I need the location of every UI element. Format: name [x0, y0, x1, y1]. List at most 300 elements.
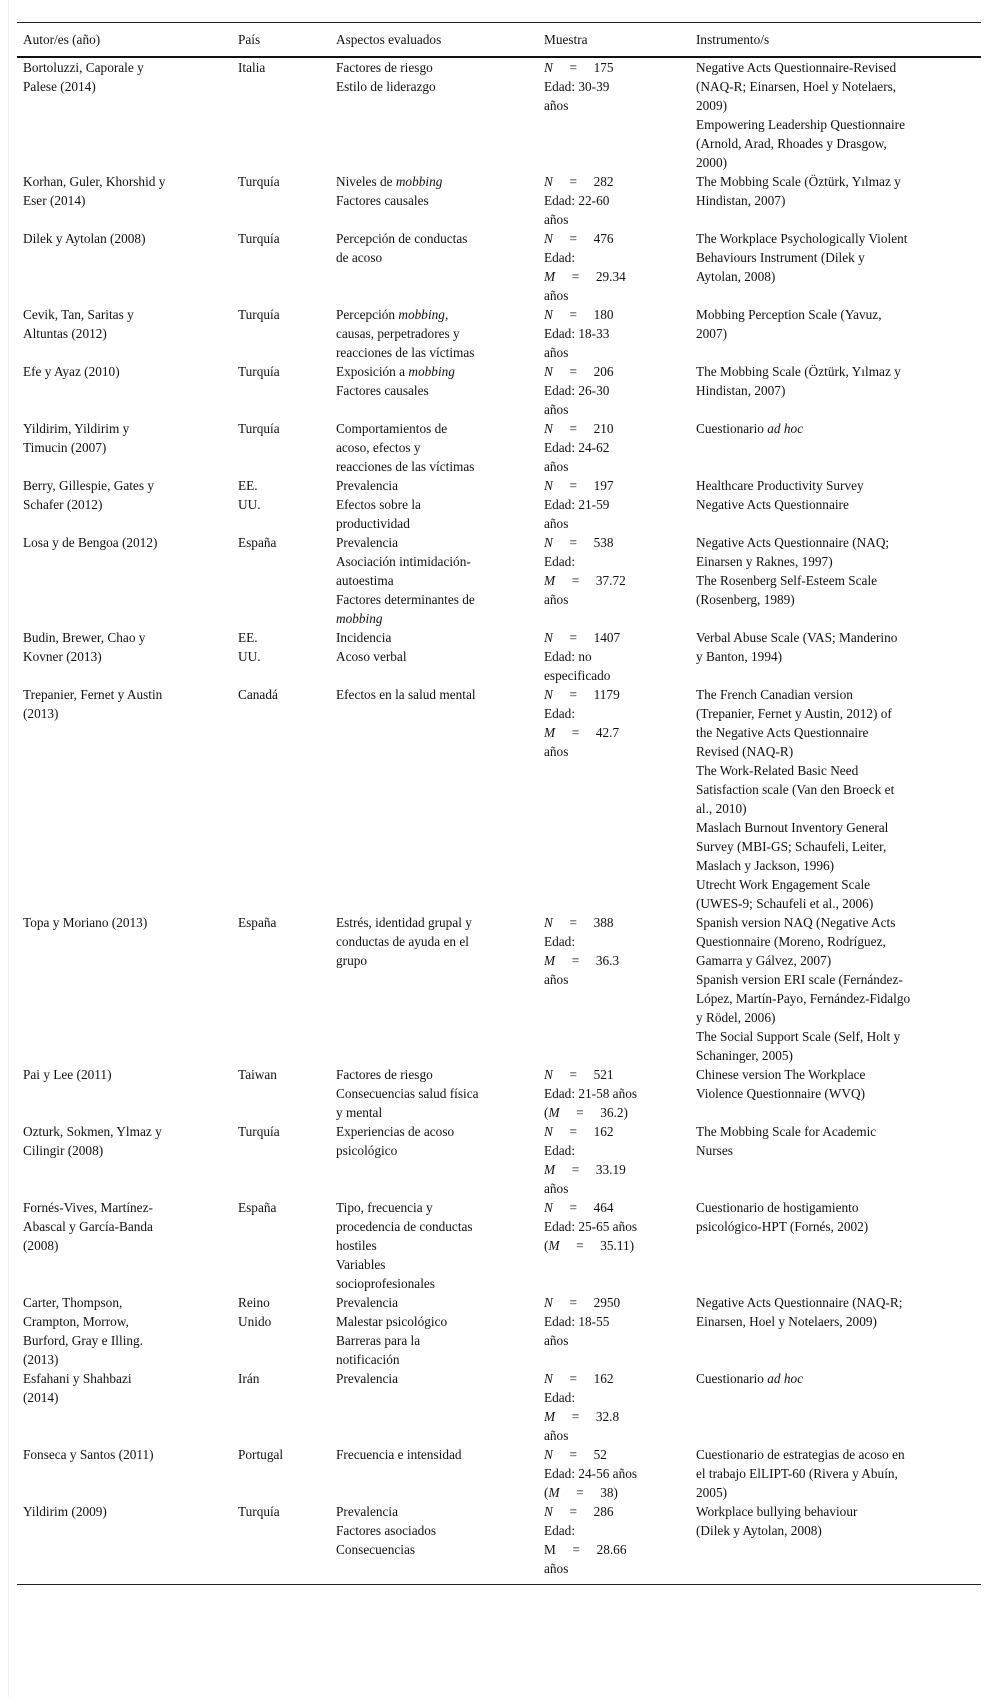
cell-line: Kovner (2013) — [23, 649, 102, 664]
cell-line: Comportamientos de — [336, 421, 448, 436]
text-segment: = 37.72 — [555, 573, 626, 588]
cell-line: Factores determinantes de — [336, 592, 475, 607]
cell-aspects — [330, 305, 538, 362]
cell-line: Questionnaire (Moreno, Rodríguez, — [696, 934, 886, 949]
cell-line — [544, 1122, 690, 1141]
cell-author — [17, 1122, 232, 1198]
cell-country — [232, 362, 330, 419]
header-instrument: Instrumento/s — [690, 23, 981, 58]
cell-author — [17, 628, 232, 685]
cell-line: años — [544, 288, 569, 303]
cell-author — [17, 362, 232, 419]
cell-line: Prevalencia — [336, 1504, 399, 1519]
cell-line: UU. — [238, 497, 261, 512]
cell-line: López, Martín-Payo, Fernández-Fidalgo — [696, 991, 911, 1006]
cell-line: Reino — [238, 1295, 270, 1310]
cell-line — [544, 913, 690, 932]
document-page — [8, 0, 981, 1697]
cell-line: Budin, Brewer, Chao y — [23, 630, 146, 645]
cell-line: Edad: 25-65 años — [544, 1219, 638, 1234]
cell-line: Cevik, Tan, Saritas y — [23, 307, 134, 322]
cell-line — [544, 1065, 690, 1084]
cell-line: (2013) — [23, 706, 59, 721]
cell-line: Consecuencias — [336, 1542, 416, 1557]
cell-sample — [538, 172, 690, 229]
cell-line: y Banton, 1994) — [696, 649, 783, 664]
text-segment: = 38) — [559, 1485, 618, 1500]
cell-line — [544, 305, 690, 324]
cell-line: The Rosenberg Self-Esteem Scale — [696, 573, 878, 588]
italic-segment: mobbing — [336, 611, 383, 626]
text-segment: = 476 — [552, 231, 614, 246]
italic-segment: N — [544, 630, 553, 645]
cell-country — [232, 1369, 330, 1445]
cell-line — [336, 172, 538, 191]
cell-sample — [538, 1445, 690, 1502]
cell-instrument — [690, 685, 981, 913]
cell-line: Edad: — [544, 1143, 576, 1158]
cell-instrument — [690, 172, 981, 229]
cell-line: (2014) — [23, 1390, 59, 1405]
cell-author — [17, 1198, 232, 1293]
cell-line: Yildirim (2009) — [23, 1504, 107, 1519]
cell-aspects — [330, 362, 538, 419]
table-row — [17, 1445, 981, 1502]
cell-line: Prevalencia — [336, 1295, 399, 1310]
cell-line: años — [544, 516, 569, 531]
cell-author — [17, 913, 232, 1065]
cell-line: Edad: — [544, 554, 576, 569]
text-segment: = 33.19 — [555, 1162, 626, 1177]
cell-line: psicológico-HPT (Fornés, 2002) — [696, 1219, 869, 1234]
italic-segment: M — [544, 1409, 556, 1424]
cell-line: Consecuencias salud física — [336, 1086, 479, 1101]
cell-country — [232, 1502, 330, 1585]
cell-line: Schaninger, 2005) — [696, 1048, 793, 1063]
cell-line: Barreras para la — [336, 1333, 421, 1348]
cell-line: procedencia de conductas — [336, 1219, 473, 1234]
cell-line — [544, 951, 690, 970]
italic-segment: N — [544, 364, 553, 379]
cell-line: Abascal y García-Banda — [23, 1219, 153, 1234]
cell-line: Experiencias de acoso — [336, 1124, 455, 1139]
cell-line: (Dilek y Aytolan, 2008) — [696, 1523, 822, 1538]
cell-line: Turquía — [238, 421, 280, 436]
cell-line: España — [238, 1200, 277, 1215]
text-segment: = 464 — [552, 1200, 614, 1215]
cell-line: años — [544, 402, 569, 417]
text-segment: = 162 — [552, 1124, 614, 1139]
cell-country — [232, 1122, 330, 1198]
cell-line: The Workplace Psychologically Violent — [696, 231, 908, 246]
cell-line — [544, 1369, 690, 1388]
table-row — [17, 305, 981, 362]
text-segment: = 286 — [552, 1504, 614, 1519]
cell-author — [17, 476, 232, 533]
cell-aspects — [330, 913, 538, 1065]
italic-segment: N — [544, 687, 553, 702]
cell-line: Prevalencia — [336, 1371, 399, 1386]
cell-line: años — [544, 212, 569, 227]
cell-line — [544, 1502, 690, 1521]
cell-author — [17, 1502, 232, 1585]
table-row — [17, 533, 981, 628]
text-segment: = 282 — [552, 174, 614, 189]
text-segment: = 538 — [552, 535, 614, 550]
text-segment: = 175 — [552, 60, 614, 75]
cell-line: Cilingir (2008) — [23, 1143, 104, 1158]
italic-segment: N — [544, 478, 553, 493]
cell-line: Edad: no — [544, 649, 592, 664]
cell-line: Spanish version NAQ (Negative Acts — [696, 915, 896, 930]
table-row — [17, 57, 981, 172]
italic-segment: N — [544, 174, 553, 189]
cell-country — [232, 229, 330, 305]
cell-line: Nurses — [696, 1143, 733, 1158]
cell-line: reacciones de las víctimas — [336, 345, 475, 360]
italic-segment: N — [544, 915, 553, 930]
header-author: Autor/es (año) — [17, 23, 232, 58]
cell-line: Berry, Gillespie, Gates y — [23, 478, 154, 493]
cell-author — [17, 1293, 232, 1369]
cell-line — [544, 172, 690, 191]
cell-line: Burford, Gray e Illing. — [23, 1333, 144, 1348]
cell-line: Einarsen y Raknes, 1997) — [696, 554, 833, 569]
cell-line: The Work-Related Basic Need — [696, 763, 859, 778]
cell-line: 2009) — [696, 98, 728, 113]
cell-line: EE. — [238, 630, 258, 645]
cell-line — [336, 305, 538, 324]
cell-sample — [538, 1198, 690, 1293]
cell-line: Trepanier, Fernet y Austin — [23, 687, 163, 702]
header-aspects: Aspectos evaluados — [330, 23, 538, 58]
cell-line: Korhan, Guler, Khorshid y — [23, 174, 166, 189]
cell-instrument — [690, 1369, 981, 1445]
cell-line — [544, 1160, 690, 1179]
cell-instrument — [690, 229, 981, 305]
cell-line: (2008) — [23, 1238, 59, 1253]
text-segment: = 521 — [552, 1067, 614, 1082]
cell-line — [696, 1369, 981, 1388]
cell-line: Timucin (2007) — [23, 440, 107, 455]
cell-aspects — [330, 1122, 538, 1198]
cell-instrument — [690, 628, 981, 685]
cell-line: España — [238, 535, 277, 550]
cell-country — [232, 685, 330, 913]
cell-instrument — [690, 419, 981, 476]
cell-line: Irán — [238, 1371, 260, 1386]
italic-segment: N — [544, 421, 553, 436]
cell-instrument — [690, 57, 981, 172]
table-row — [17, 913, 981, 1065]
cell-line: Factores causales — [336, 383, 429, 398]
cell-line: (UWES-9; Schaufeli et al., 2006) — [696, 896, 874, 911]
cell-line: años — [544, 744, 569, 759]
text-segment: ( — [544, 1238, 549, 1253]
cell-line: y Rödel, 2006) — [696, 1010, 776, 1025]
cell-line: Satisfaction scale (Van den Broeck et — [696, 782, 895, 797]
table-row — [17, 1293, 981, 1369]
italic-segment: N — [544, 307, 553, 322]
cell-sample — [538, 1369, 690, 1445]
cell-line: Hindistan, 2007) — [696, 193, 786, 208]
cell-line — [544, 1407, 690, 1426]
cell-line: The Social Support Scale (Self, Holt y — [696, 1029, 901, 1044]
cell-line: Schafer (2012) — [23, 497, 103, 512]
cell-line — [544, 229, 690, 248]
cell-line: (NAQ-R; Einarsen, Hoel y Notelaers, — [696, 79, 897, 94]
cell-instrument — [690, 362, 981, 419]
cell-author — [17, 1369, 232, 1445]
text-segment: = 36.3 — [555, 953, 620, 968]
cell-line: años — [544, 592, 569, 607]
cell-aspects — [330, 628, 538, 685]
cell-line: Estilo de liderazgo — [336, 79, 436, 94]
studies-table — [17, 22, 981, 1585]
table-row — [17, 1502, 981, 1585]
cell-line: socioprofesionales — [336, 1276, 435, 1291]
cell-line — [544, 628, 690, 647]
cell-author — [17, 419, 232, 476]
cell-line: el trabajo ElLIPT-60 (Rivera y Abuín, — [696, 1466, 898, 1481]
cell-line: Ozturk, Sokmen, Ylmaz y — [23, 1124, 162, 1139]
cell-aspects — [330, 229, 538, 305]
cell-line: Tipo, frecuencia y — [336, 1200, 433, 1215]
cell-line: años — [544, 459, 569, 474]
cell-line: Empowering Leadership Questionnaire — [696, 117, 905, 132]
cell-line: años — [544, 1428, 569, 1443]
cell-sample — [538, 362, 690, 419]
cell-country — [232, 305, 330, 362]
cell-line: Frecuencia e intensidad — [336, 1447, 462, 1462]
cell-instrument — [690, 1293, 981, 1369]
cell-line: años — [544, 1561, 569, 1576]
cell-line: Einarsen, Hoel y Notelaers, 2009) — [696, 1314, 877, 1329]
cell-line: Edad: 30-39 — [544, 79, 610, 94]
italic-segment: M — [548, 1105, 560, 1120]
cell-line: (2013) — [23, 1352, 59, 1367]
cell-sample — [538, 685, 690, 913]
cell-line: años — [544, 345, 569, 360]
cell-line: al., 2010) — [696, 801, 747, 816]
cell-line: Canadá — [238, 687, 278, 702]
cell-country — [232, 533, 330, 628]
italic-segment: M — [544, 269, 556, 284]
italic-segment: N — [544, 231, 553, 246]
header-sample: Muestra — [538, 23, 690, 58]
cell-line: Turquía — [238, 174, 280, 189]
cell-line: conductas de ayuda en el — [336, 934, 469, 949]
table-row — [17, 419, 981, 476]
cell-line: EE. — [238, 478, 258, 493]
cell-author — [17, 1445, 232, 1502]
text-segment: = 42.7 — [555, 725, 620, 740]
italic-segment: M — [544, 573, 556, 588]
italic-segment: N — [544, 1447, 553, 1462]
cell-line: Losa y de Bengoa (2012) — [23, 535, 158, 550]
text-segment: Niveles de — [336, 174, 396, 189]
header-country: País — [232, 23, 330, 58]
cell-line: Negative Acts Questionnaire (NAQ-R; — [696, 1295, 903, 1310]
italic-segment: M — [548, 1485, 560, 1500]
cell-author — [17, 533, 232, 628]
cell-sample — [538, 229, 690, 305]
cell-line: Survey (MBI-GS; Schaufeli, Leiter, — [696, 839, 887, 854]
cell-line: Portugal — [238, 1447, 284, 1462]
cell-country — [232, 913, 330, 1065]
cell-country — [232, 172, 330, 229]
cell-line: Negative Acts Questionnaire-Revised — [696, 60, 897, 75]
table-row — [17, 1065, 981, 1122]
cell-line — [544, 1483, 690, 1502]
cell-line: M = 28.66 — [544, 1542, 627, 1557]
cell-line: Edad: 24-62 — [544, 440, 610, 455]
cell-line — [544, 419, 690, 438]
cell-line: Topa y Moriano (2013) — [23, 915, 148, 930]
cell-line: Asociación intimidación- — [336, 554, 471, 569]
italic-segment: mobbing — [398, 307, 445, 322]
table-row — [17, 1122, 981, 1198]
cell-aspects — [330, 1293, 538, 1369]
italic-segment: N — [544, 1371, 553, 1386]
cell-sample — [538, 305, 690, 362]
text-segment: Cuestionario — [696, 421, 768, 436]
cell-instrument — [690, 1445, 981, 1502]
text-segment: ( — [544, 1485, 549, 1500]
italic-segment: N — [544, 1200, 553, 1215]
cell-line: años — [544, 98, 569, 113]
cell-line: psicológico — [336, 1143, 398, 1158]
cell-line: Edad: 21-59 — [544, 497, 610, 512]
text-segment: = 197 — [552, 478, 614, 493]
cell-line: Palese (2014) — [23, 79, 96, 94]
cell-line — [544, 1198, 690, 1217]
cell-instrument — [690, 1502, 981, 1585]
cell-line: Edad: 24-56 años — [544, 1466, 638, 1481]
table-row — [17, 229, 981, 305]
cell-sample — [538, 913, 690, 1065]
cell-line: Bortoluzzi, Caporale y — [23, 60, 144, 75]
italic-segment: M — [548, 1238, 560, 1253]
cell-sample — [538, 57, 690, 172]
cell-line: acoso, efectos y — [336, 440, 421, 455]
cell-line: Yildirim, Yildirim y — [23, 421, 130, 436]
cell-line: de acoso — [336, 250, 383, 265]
cell-line: Revised (NAQ-R) — [696, 744, 794, 759]
cell-line: Esfahani y Shahbazi — [23, 1371, 132, 1386]
cell-line: Workplace bullying behaviour — [696, 1504, 858, 1519]
cell-line: Efe y Ayaz (2010) — [23, 364, 120, 379]
cell-line — [544, 1445, 690, 1464]
text-segment: = 162 — [552, 1371, 614, 1386]
text-segment: Percepción — [336, 307, 399, 322]
italic-segment: ad hoc — [767, 1371, 804, 1386]
cell-country — [232, 1445, 330, 1502]
italic-segment: mobbing — [408, 364, 455, 379]
cell-line: Turquía — [238, 307, 280, 322]
italic-segment: N — [544, 535, 553, 550]
cell-line: Edad: — [544, 934, 576, 949]
cell-line: Dilek y Aytolan (2008) — [23, 231, 146, 246]
cell-line: Maslach Burnout Inventory General — [696, 820, 889, 835]
cell-line: Taiwan — [238, 1067, 277, 1082]
table-row — [17, 1198, 981, 1293]
cell-line: Variables — [336, 1257, 386, 1272]
cell-aspects — [330, 1445, 538, 1502]
cell-line: Healthcare Productivity Survey — [696, 478, 864, 493]
cell-country — [232, 1198, 330, 1293]
text-segment: = 210 — [552, 421, 614, 436]
cell-line: (Rosenberg, 1989) — [696, 592, 795, 607]
cell-country — [232, 1293, 330, 1369]
cell-line: Incidencia — [336, 630, 392, 645]
cell-instrument — [690, 1198, 981, 1293]
cell-line: Turquía — [238, 1124, 280, 1139]
italic-segment: M — [544, 953, 556, 968]
cell-line: The French Canadian version — [696, 687, 853, 702]
cell-line: 2007) — [696, 326, 728, 341]
cell-line: (Trepanier, Fernet y Austin, 2012) of — [696, 706, 892, 721]
cell-line — [544, 58, 690, 77]
cell-line: Edad: 22-60 — [544, 193, 610, 208]
cell-line: Malestar psicológico — [336, 1314, 448, 1329]
text-segment: = 35.11) — [559, 1238, 635, 1253]
cell-line: The Mobbing Scale (Öztürk, Yılmaz y — [696, 174, 901, 189]
cell-line: Turquía — [238, 364, 280, 379]
cell-line: Edad: — [544, 1390, 576, 1405]
cell-line: Negative Acts Questionnaire (NAQ; — [696, 535, 890, 550]
cell-line — [544, 723, 690, 742]
cell-line: Fonseca y Santos (2011) — [23, 1447, 154, 1462]
cell-instrument — [690, 1065, 981, 1122]
table-header-row — [17, 23, 981, 58]
cell-author — [17, 229, 232, 305]
text-segment: = 180 — [552, 307, 614, 322]
cell-line: Maslach y Jackson, 1996) — [696, 858, 835, 873]
cell-aspects — [330, 476, 538, 533]
cell-line: Edad: — [544, 1523, 576, 1538]
cell-line: The Mobbing Scale (Öztürk, Yılmaz y — [696, 364, 901, 379]
cell-country — [232, 419, 330, 476]
text-segment: = 32.8 — [555, 1409, 620, 1424]
cell-line: Utrecht Work Engagement Scale — [696, 877, 871, 892]
cell-line — [544, 476, 690, 495]
cell-line: Mobbing Perception Scale (Yavuz, — [696, 307, 882, 322]
cell-line: Acoso verbal — [336, 649, 407, 664]
cell-line: Estrés, identidad grupal y — [336, 915, 472, 930]
italic-segment: M — [544, 725, 556, 740]
table-row — [17, 1369, 981, 1445]
italic-segment: N — [544, 1067, 553, 1082]
cell-sample — [538, 476, 690, 533]
cell-line: Carter, Thompson, — [23, 1295, 123, 1310]
cell-line — [544, 267, 690, 286]
cell-sample — [538, 533, 690, 628]
cell-line: Prevalencia — [336, 478, 399, 493]
text-segment: Exposición a — [336, 364, 409, 379]
cell-line: Aytolan, 2008) — [696, 269, 776, 284]
cell-line: Spanish version ERI scale (Fernández- — [696, 972, 903, 987]
cell-aspects — [330, 172, 538, 229]
table-row — [17, 628, 981, 685]
table-row — [17, 685, 981, 913]
text-segment: Cuestionario — [696, 1371, 768, 1386]
table-row — [17, 362, 981, 419]
cell-line: notificación — [336, 1352, 400, 1367]
cell-line — [544, 533, 690, 552]
cell-line: Edad: 18-55 — [544, 1314, 610, 1329]
cell-line: Behaviours Instrument (Dilek y — [696, 250, 865, 265]
